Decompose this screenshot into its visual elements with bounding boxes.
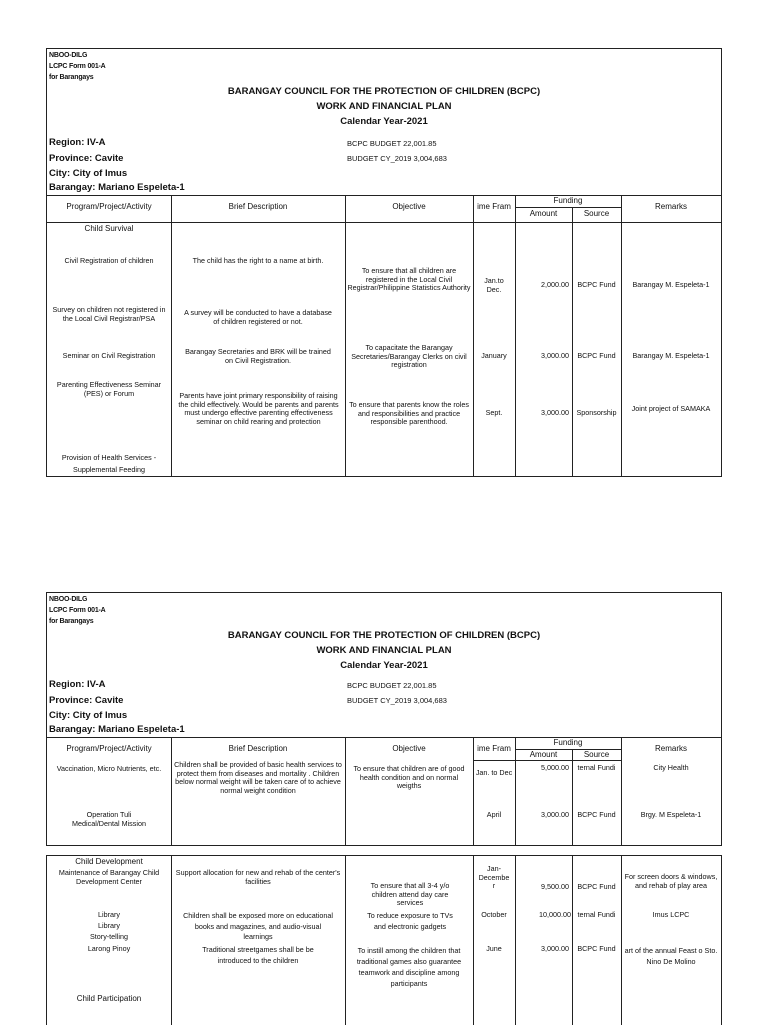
province-field: Province: Cavite — [49, 153, 124, 164]
section-child-development: Child Development — [75, 857, 143, 866]
remarks-civil-registration: Barangay M. Espeleta-1 — [632, 281, 710, 289]
form-subtitle: WORK AND FINANCIAL PLAN — [316, 645, 452, 656]
ppa-health-services: Provision of Health Services - Supplemental Feeding — [61, 453, 157, 474]
ppa-maintenance-cdc: Maintenance of Barangay Child Development Center — [58, 869, 160, 886]
obj-seminar: To capacitate the Barangay Secretaries/Barangay Clerks on civil registration — [351, 344, 467, 369]
header-timeframe: ime Fram — [477, 202, 511, 211]
ppa-library: Library — [98, 911, 120, 919]
obj-civil-registration: To ensure that all children are registered in the Local Civil Registrar/Philippine Statistics Authority — [347, 267, 471, 292]
source-vaccination: ternal Fundi — [577, 764, 616, 772]
city-field: City: City of Imus — [49, 710, 128, 721]
source-larong-pinoy: BCPC Fund — [577, 945, 616, 953]
region-field: Region: IV-A — [49, 137, 106, 148]
form-title: BARANGAY COUNCIL FOR THE PROTECTION OF CHILDREN (BCPC) — [227, 630, 541, 641]
header-timeframe: ime Fram — [477, 744, 511, 753]
desc-larong-pinoy: Traditional streetgames shall be be introduced to the children — [202, 945, 314, 965]
remarks-parenting: Joint project of SAMAKA — [631, 405, 711, 413]
amount-library: 10,000.00 — [539, 911, 571, 919]
section-child-participation: Child Participation — [76, 994, 142, 1003]
form-page-1 — [46, 48, 722, 477]
remarks-vaccination: City Health — [653, 764, 689, 772]
desc-library: Children shall be exposed more on educational books and magazines, and audio-visual learnings — [183, 911, 333, 941]
time-parenting: Sept. — [485, 409, 503, 417]
form-number: LCPC Form 001-A — [49, 607, 106, 614]
obj-parenting: To ensure that parents know the roles and responsibilities and practice responsible parenthood. — [349, 401, 469, 426]
agency-label: NBOO-DILG — [49, 52, 88, 59]
amount-vaccination: 5,000.00 — [541, 764, 569, 772]
header-remarks: Remarks — [654, 744, 687, 753]
amount-civil-registration: 2,000.00 — [541, 281, 569, 289]
source-maintenance-cdc: BCPC Fund — [577, 883, 616, 891]
obj-vaccination: To ensure that children are of good health condition and on normal weigths — [353, 765, 465, 790]
form-page-2 — [46, 592, 722, 846]
source-civil-registration: BCPC Fund — [577, 281, 616, 289]
header-ppa: Program/Project/Activity — [66, 202, 152, 211]
header-remarks: Remarks — [654, 202, 687, 211]
agency-label: NBOO-DILG — [49, 596, 88, 603]
desc-vaccination: Children shall be provided of basic health services to protect them from diseases and mortality . Children below normal weight will be taken care of to achieve normal weight condition — [174, 761, 342, 795]
desc-civil-registration: The child has the right to a name at birth. — [192, 257, 324, 265]
ppa-story-telling: Story-telling — [90, 933, 128, 941]
budget-cy: BUDGET CY_2019 3,004,683 — [347, 154, 447, 163]
header-amount: Amount — [529, 209, 558, 218]
bcpc-budget: BCPC BUDGET 22,001.85 — [347, 681, 437, 690]
source-seminar: BCPC Fund — [577, 352, 616, 360]
header-funding: Funding — [553, 738, 583, 747]
form-subtitle: WORK AND FINANCIAL PLAN — [316, 101, 452, 112]
ppa-parenting: Parenting Effectiveness Seminar (PES) or Forum — [56, 381, 162, 398]
barangay-field: Barangay: Mariano Espeleta-1 — [49, 182, 185, 193]
remarks-seminar: Barangay M. Espeleta-1 — [632, 352, 710, 360]
form-number: LCPC Form 001-A — [49, 63, 106, 70]
header-amount: Amount — [529, 750, 558, 759]
ppa-operation-tuli: Operation Tuli Medical/Dental Mission — [72, 811, 146, 828]
barangay-field: Barangay: Mariano Espeleta-1 — [49, 724, 185, 735]
form-title: BARANGAY COUNCIL FOR THE PROTECTION OF CHILDREN (BCPC) — [227, 86, 541, 97]
desc-parenting: Parents have joint primary responsibility of raising the child effectively. Would be parents and parents must undergo effective parenting effectiveness seminar on child rearing and protection — [178, 392, 339, 426]
desc-survey: A survey will be conducted to have a database of children registered or not. — [184, 309, 332, 326]
form-for: for Barangays — [49, 618, 94, 625]
header-description: Brief Description — [228, 744, 288, 753]
amount-parenting: 3,000.00 — [541, 409, 569, 417]
obj-library: To reduce exposure to TVs and electronic gadgets — [367, 911, 453, 931]
ppa-vaccination: Vaccination, Micro Nutrients, etc. — [56, 765, 162, 773]
obj-larong-pinoy: To instill among the children that traditional games also guarantee teamwork and discipline among participants — [356, 946, 462, 988]
remarks-operation-tuli: Brgy. M Espeleta-1 — [640, 811, 702, 819]
amount-operation-tuli: 3,000.00 — [541, 811, 569, 819]
ppa-civil-registration: Civil Registration of children — [64, 257, 154, 265]
header-source: Source — [583, 750, 610, 759]
form-page-3 — [46, 855, 722, 1025]
time-seminar: January — [481, 352, 507, 360]
amount-maintenance-cdc: 9,500.00 — [541, 883, 569, 891]
remarks-library: Imus LCPC — [652, 911, 690, 919]
calendar-year: Calendar Year-2021 — [340, 116, 428, 127]
header-description: Brief Description — [228, 202, 288, 211]
header-objective: Objective — [392, 744, 426, 753]
ppa-library-2: Library — [98, 922, 120, 930]
time-larong-pinoy: June — [486, 945, 502, 953]
source-operation-tuli: BCPC Fund — [577, 811, 616, 819]
province-field: Province: Cavite — [49, 695, 124, 706]
amount-seminar: 3,000.00 — [541, 352, 569, 360]
desc-seminar: Barangay Secretaries and BRK will be trained on Civil Registration. — [185, 348, 331, 365]
region-field: Region: IV-A — [49, 679, 106, 690]
desc-maintenance-cdc: Support allocation for new and rehab of the center's facilities — [175, 869, 341, 886]
ppa-larong-pinoy: Larong Pinoy — [87, 945, 131, 953]
calendar-year: Calendar Year-2021 — [340, 660, 428, 671]
remarks-maintenance-cdc: For screen doors & windows, and rehab of play area — [624, 873, 718, 890]
ppa-survey: Survey on children not registered in the Local Civil Registrar/PSA — [52, 306, 166, 323]
source-parenting: Sponsorship — [576, 409, 617, 417]
ppa-seminar-civil-registration: Seminar on Civil Registration — [62, 352, 156, 360]
city-field: City: City of Imus — [49, 168, 128, 179]
amount-larong-pinoy: 3,000.00 — [541, 945, 569, 953]
section-child-survival: Child Survival — [84, 224, 134, 233]
header-ppa: Program/Project/Activity — [66, 744, 152, 753]
budget-cy: BUDGET CY_2019 3,004,683 — [347, 696, 447, 705]
remarks-larong-pinoy: art of the annual Feast o Sto. Nino De Molino — [624, 946, 718, 966]
header-funding: Funding — [553, 196, 583, 205]
time-library: October — [481, 911, 507, 919]
time-vaccination: Jan. to Dec — [475, 769, 513, 777]
time-maintenance-cdc: Jan-Decembe r — [478, 865, 510, 890]
bcpc-budget: BCPC BUDGET 22,001.85 — [347, 139, 437, 148]
header-source: Source — [583, 209, 610, 218]
obj-maintenance-cdc: To ensure that all 3-4 y/o children attend day care services — [370, 882, 450, 907]
form-for: for Barangays — [49, 74, 94, 81]
header-objective: Objective — [392, 202, 426, 211]
time-operation-tuli: April — [486, 811, 502, 819]
time-civil-registration: Jan.to Dec. — [484, 277, 504, 294]
source-library: ternal Fundi — [577, 911, 616, 919]
